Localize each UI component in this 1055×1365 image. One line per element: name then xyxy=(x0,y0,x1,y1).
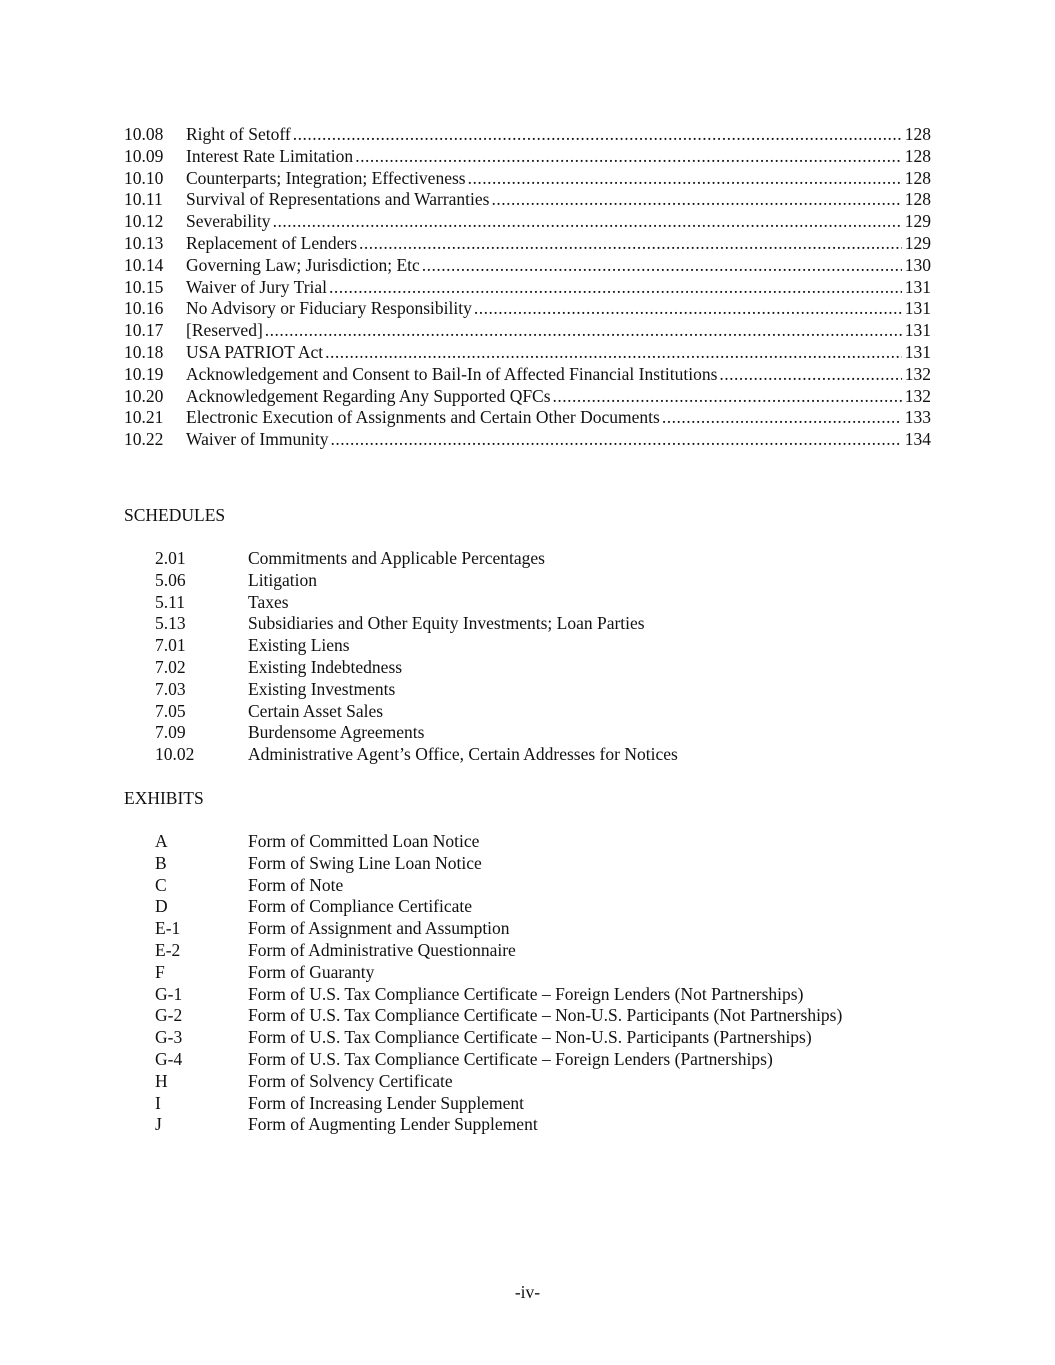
toc-entry xyxy=(124,255,931,277)
toc-section-number: 10.18 xyxy=(124,341,164,362)
exhibit-item xyxy=(155,1071,842,1093)
exhibit-item xyxy=(155,896,842,918)
toc-section-title: [Reserved] xyxy=(186,320,263,341)
toc-entry xyxy=(124,277,931,299)
toc-section-title: Severability xyxy=(186,211,271,232)
toc-section-number: 10.16 xyxy=(124,298,164,319)
exhibit-title: Form of Committed Loan Notice xyxy=(248,831,480,851)
schedules-list xyxy=(155,548,678,766)
schedule-number: 7.05 xyxy=(155,700,186,721)
exhibit-title: Form of U.S. Tax Compliance Certificate – Foreign Lenders (Not Partnerships) xyxy=(248,983,804,1004)
toc-section-number: 10.15 xyxy=(124,276,164,297)
exhibit-item xyxy=(155,918,842,940)
schedule-number: 2.01 xyxy=(155,548,186,568)
dot-leader xyxy=(466,168,902,190)
exhibit-number: E-1 xyxy=(155,918,181,939)
exhibit-item xyxy=(155,853,842,875)
schedule-number: 10.02 xyxy=(155,744,195,765)
toc-section-title: Governing Law; Jurisdiction; Etc xyxy=(186,254,420,275)
toc-section-number: 10.13 xyxy=(124,232,164,253)
exhibit-number: E-2 xyxy=(155,939,181,960)
toc-page-number: 128 xyxy=(904,124,931,144)
exhibit-title: Form of Swing Line Loan Notice xyxy=(248,852,482,873)
exhibit-number: G-4 xyxy=(155,1048,183,1069)
dot-leader xyxy=(353,146,902,168)
exhibit-number: G-2 xyxy=(155,1005,183,1026)
exhibit-number: B xyxy=(155,852,167,873)
toc-section-title: USA PATRIOT Act xyxy=(186,341,324,362)
exhibit-number: H xyxy=(155,1070,168,1091)
exhibit-item xyxy=(155,1093,842,1115)
schedule-title: Existing Investments xyxy=(248,678,396,699)
exhibit-item xyxy=(155,1027,842,1049)
toc-entry xyxy=(124,342,931,364)
toc-page-number: 130 xyxy=(904,254,931,275)
toc-section-number: 10.08 xyxy=(124,124,164,144)
schedule-number: 7.01 xyxy=(155,635,186,656)
exhibit-title: Form of Increasing Lender Supplement xyxy=(248,1092,525,1113)
toc-section-number: 10.11 xyxy=(124,189,163,210)
schedule-number: 5.06 xyxy=(155,569,186,590)
toc-section-number: 10.17 xyxy=(124,320,164,341)
schedule-title: Administrative Agent’s Office, Certain Addresses for Notices xyxy=(248,744,678,765)
schedule-title: Existing Liens xyxy=(248,635,350,656)
toc-page-number: 129 xyxy=(904,232,931,253)
toc-section-title: Interest Rate Limitation xyxy=(186,145,354,166)
exhibit-item xyxy=(155,940,842,962)
dot-leader xyxy=(660,407,902,429)
toc-entry xyxy=(124,189,931,211)
toc-page-number: 132 xyxy=(904,363,931,384)
toc-entry xyxy=(124,298,931,320)
toc-section-number: 10.14 xyxy=(124,254,164,275)
exhibit-title: Form of U.S. Tax Compliance Certificate – Foreign Lenders (Partnerships) xyxy=(248,1048,773,1069)
table-of-contents xyxy=(124,124,931,451)
exhibit-item xyxy=(155,1114,842,1136)
toc-entry xyxy=(124,386,931,408)
toc-section-title: Waiver of Jury Trial xyxy=(186,276,328,297)
toc-page-number: 128 xyxy=(904,145,931,166)
exhibit-number: G-3 xyxy=(155,1027,183,1048)
exhibit-title: Form of Augmenting Lender Supplement xyxy=(248,1114,538,1135)
toc-section-title: Right of Setoff xyxy=(186,124,291,144)
exhibit-number: D xyxy=(155,896,168,917)
toc-page-number: 131 xyxy=(904,276,931,297)
toc-section-title: Electronic Execution of Assignments and Certain Other Documents xyxy=(186,407,660,428)
dot-leader xyxy=(271,211,902,233)
toc-page-number: 134 xyxy=(904,429,931,450)
exhibit-title: Form of Note xyxy=(248,874,344,895)
toc-section-title: Acknowledgement Regarding Any Supported QFCs xyxy=(186,385,551,406)
exhibit-title: Form of Compliance Certificate xyxy=(248,896,473,917)
exhibits-heading: EXHIBITS xyxy=(124,788,204,808)
schedule-item xyxy=(155,548,678,570)
schedule-item xyxy=(155,679,678,701)
dot-leader xyxy=(472,298,902,320)
toc-entry xyxy=(124,429,931,451)
toc-section-number: 10.20 xyxy=(124,385,164,406)
exhibits-list xyxy=(155,831,842,1136)
toc-page-number: 133 xyxy=(904,407,931,428)
exhibit-title: Form of U.S. Tax Compliance Certificate – Non-U.S. Participants (Partnerships) xyxy=(248,1027,812,1048)
exhibit-item xyxy=(155,962,842,984)
schedule-title: Burdensome Agreements xyxy=(248,722,425,743)
toc-section-number: 10.09 xyxy=(124,145,164,166)
dot-leader xyxy=(717,364,901,386)
schedule-number: 5.11 xyxy=(155,591,185,612)
dot-leader xyxy=(551,386,902,408)
exhibit-item xyxy=(155,875,842,897)
toc-section-number: 10.21 xyxy=(124,407,164,428)
toc-section-title: Waiver of Immunity xyxy=(186,429,329,450)
schedule-title: Certain Asset Sales xyxy=(248,700,384,721)
schedule-number: 5.13 xyxy=(155,613,186,634)
toc-page-number: 131 xyxy=(904,341,931,362)
schedule-number: 7.02 xyxy=(155,656,186,677)
exhibit-item xyxy=(155,831,842,853)
exhibit-item xyxy=(155,984,842,1006)
toc-section-title: Counterparts; Integration; Effectiveness xyxy=(186,167,466,188)
exhibit-item xyxy=(155,1005,842,1027)
schedule-item xyxy=(155,744,678,766)
schedule-number: 7.09 xyxy=(155,722,186,743)
schedule-number: 7.03 xyxy=(155,678,186,699)
schedule-item xyxy=(155,613,678,635)
exhibit-title: Form of Administrative Questionnaire xyxy=(248,939,516,960)
toc-page-number: 131 xyxy=(904,320,931,341)
toc-entry xyxy=(124,320,931,342)
exhibit-title: Form of Guaranty xyxy=(248,961,375,982)
toc-section-number: 10.10 xyxy=(124,167,164,188)
exhibit-title: Form of Assignment and Assumption xyxy=(248,918,510,939)
schedule-title: Taxes xyxy=(248,591,289,612)
dot-leader xyxy=(327,277,902,299)
toc-section-title: Replacement of Lenders xyxy=(186,232,358,253)
schedule-item xyxy=(155,635,678,657)
toc-section-title: Survival of Representations and Warranties xyxy=(186,189,490,210)
dot-leader xyxy=(489,189,901,211)
exhibit-number: C xyxy=(155,874,167,895)
toc-page-number: 132 xyxy=(904,385,931,406)
toc-entry xyxy=(124,146,931,168)
toc-entry xyxy=(124,168,931,190)
exhibit-number: F xyxy=(155,961,165,982)
toc-section-title: No Advisory or Fiduciary Responsibility xyxy=(186,298,472,319)
schedule-item xyxy=(155,570,678,592)
schedule-item xyxy=(155,657,678,679)
page-number: -iv- xyxy=(514,1282,541,1302)
schedule-title: Commitments and Applicable Percentages xyxy=(248,548,545,568)
schedule-title: Litigation xyxy=(248,569,318,590)
schedule-item xyxy=(155,592,678,614)
exhibit-title: Form of U.S. Tax Compliance Certificate – Non-U.S. Participants (Not Partnerships) xyxy=(248,1005,843,1026)
exhibit-title: Form of Solvency Certificate xyxy=(248,1070,453,1091)
toc-page-number: 128 xyxy=(904,189,931,210)
toc-entry xyxy=(124,364,931,386)
dot-leader xyxy=(263,320,902,342)
exhibit-number: I xyxy=(155,1092,161,1113)
exhibit-number: A xyxy=(155,831,168,851)
dot-leader xyxy=(357,233,902,255)
toc-entry xyxy=(124,124,931,146)
exhibit-item xyxy=(155,1049,842,1071)
schedule-item xyxy=(155,722,678,744)
toc-entry xyxy=(124,233,931,255)
schedule-title: Subsidiaries and Other Equity Investments; Loan Parties xyxy=(248,613,645,634)
schedules-heading: SCHEDULES xyxy=(124,505,226,525)
dot-leader xyxy=(420,255,902,277)
dot-leader xyxy=(328,429,901,451)
toc-section-number: 10.12 xyxy=(124,211,164,232)
toc-entry xyxy=(124,211,931,233)
exhibit-number: G-1 xyxy=(155,983,183,1004)
dot-leader xyxy=(323,342,902,364)
toc-section-number: 10.22 xyxy=(124,429,164,450)
toc-section-number: 10.19 xyxy=(124,363,164,384)
dot-leader xyxy=(291,124,902,146)
toc-section-title: Acknowledgement and Consent to Bail-In of Affected Financial Institutions xyxy=(186,363,718,384)
toc-page-number: 128 xyxy=(904,167,931,188)
schedule-title: Existing Indebtedness xyxy=(248,656,403,677)
exhibit-number: J xyxy=(155,1114,162,1135)
toc-page-number: 129 xyxy=(904,211,931,232)
toc-page-number: 131 xyxy=(904,298,931,319)
schedule-item xyxy=(155,701,678,723)
toc-entry xyxy=(124,407,931,429)
